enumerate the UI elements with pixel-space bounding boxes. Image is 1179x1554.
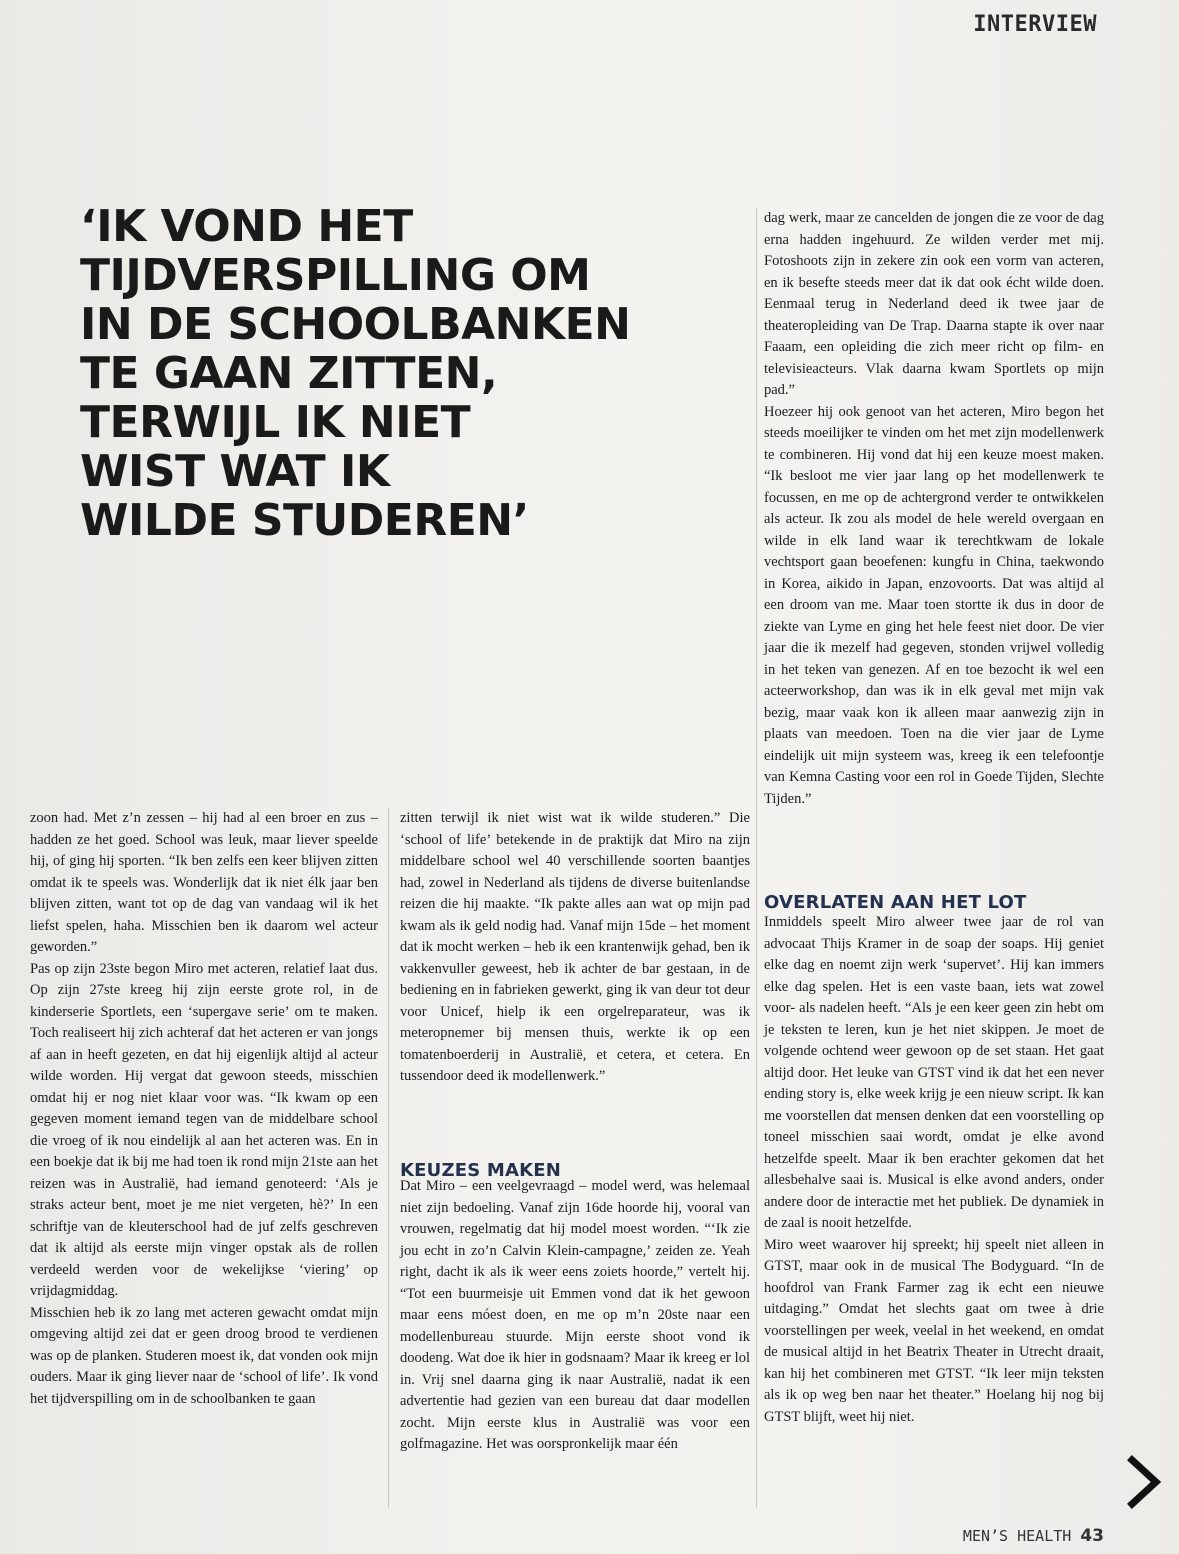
subheading: KEUZES MAKEN	[400, 1160, 561, 1181]
article-column-1	[30, 808, 378, 1410]
pull-quote-line: IN DE SCHOOLBANKEN	[80, 299, 631, 350]
section-label: INTERVIEW	[973, 12, 1097, 37]
pull-quote-line: WILDE STUDEREN’	[80, 495, 529, 546]
pull-quote-line: ‘IK VOND HET	[80, 201, 413, 252]
article-column-2	[400, 808, 750, 1088]
article-column-3	[764, 208, 1104, 810]
article-column-3-continued	[764, 912, 1104, 1428]
body-paragraph: zitten terwijl ik niet wist wat ik wilde studeren.” Die ‘school of life’ betekende in de praktijk dat Miro na zijn middelbare school wel 40 verschillende soorten baantjes had, zowel in Nederland als tijdens de diverse buitenlandse reizen die hij maakte. “Ik pakte alles aan wat op mijn pad kwam als ik geld nodig had. Vanaf mijn 15de – het moment dat ik mocht werken – heb ik een krantenwijk gehad, ben ik vakkenvuller geweest, heb ik achter de bar gestaan, in de bediening en in fabrieken gewerkt, ging ik van deur tot deur voor Unicef, hielp ik een orgelreparateur, was ik meteropnemer bij mensen thuis, werkte ik op een tomatenboerderij in Australië, et cetera, et cetera. En tussendoor deed ik modellenwerk.”	[400, 810, 750, 1084]
body-paragraph: Miro weet waarover hij spreekt; hij speelt niet alleen in GTST, maar ook in de musical The Bodyguard. “In de hoofdrol van Frank Farmer zag ik echt een nieuwe uitdaging.” Omdat het slechts gaat om twee à drie voorstellingen per week, veelal in het weekend, en omdat de musical altijd in het Beatrix Theater in Utrecht draait, kan hij het combineren met GTST. “Ik leer mijn teksten als ik op weg ben naar het theater.” Hoelang hij nog bij GTST blijft, weet hij niet.	[764, 1236, 1104, 1425]
magazine-name: MEN’S HEALTH	[962, 1527, 1072, 1545]
body-paragraph: Hoezeer hij ook genoot van het acteren, Miro begon het steeds moeilijker te vinden om het met zijn modellenwerk te combineren. Hij vond dat hij een keuze moest maken. “Ik besloot me vier jaar lang op het modellenwerk te focussen, en me op de achtergrond verder te ontwikkelen als acteur. Ik zou als model de hele wereld overgaan en wilde in elk land waar ik terechtkwam de lokale vechtsport gaan beoefenen: kungfu in China, taekwondo in Korea, aikido in Japan, enzovoorts. Dat was altijd al een droom van me. Maar toen stortte ik dus in door de ziekte van Lyme en ging het hele feest niet door. De vier jaar die ik mezelf had gegeven, stonden vrijwel volledig in het teken van genezen. Af en toe bezocht ik wel een acteerworkshop, dan was ik in elk geval met mijn vak bezig, maar vaak kon ik alleen maar aanwezig zijn in plaats van meedoen. Toen na die vier jaar de Lyme eindelijk uit mijn systeem was, kreeg ik een telefoontje van Kemna Casting voor een rol in Goede Tijden, Slechte Tijden.”	[764, 403, 1104, 807]
subheading: OVERLATEN AAN HET LOT	[764, 892, 1027, 913]
pull-quote-line: TIJDVERSPILLING OM	[80, 250, 591, 301]
column-divider	[756, 208, 757, 1508]
pull-quote-line: WIST WAT IK	[80, 446, 390, 497]
pull-quote-line: TE GAAN ZITTEN,	[80, 348, 498, 399]
body-paragraph: dag werk, maar ze cancelden de jongen die ze voor de dag erna hadden ingehuurd. Ze wilden verder met mij. Fotoshoots zijn in zekere zin ook een vorm van acteren, en ik besefte steeds meer dat ik dat ook écht wilde doen. Eenmaal terug in Nederland deed ik twee jaar de theateropleiding van De Trap. Daarna stapte ik over naar Faaam, een opleiding die zich meer richt op film- en televisieacteurs. Vlak daarna kwam Sportlets op mijn pad.”	[764, 210, 1104, 398]
body-paragraph: Misschien heb ik zo lang met acteren gewacht omdat mijn omgeving altijd zei dat er geen droog brood te verdienen was op de planken. Studeren moest ik, dat vonden ook mijn ouders. Maar ik ging liever naar de ‘school of life’. Ik vond het tijdverspilling om in de schoolbanken te gaan	[30, 1304, 378, 1407]
page-footer	[963, 1526, 1104, 1546]
page-number: 43	[1080, 1526, 1104, 1546]
body-paragraph: Dat Miro – een veelgevraagd – model werd, was helemaal niet zijn bedoeling. Vanaf zijn 16de hoorde hij, vooral van vrouwen, regelmatig dat hij model moest worden. “‘Ik zie jou echt in zo’n Calvin Klein-campagne,’ zeiden ze. Yeah right, dacht ik als ik weer eens zoiets hoorde,” vertelt hij. “Tot een buurmeisje uit Emmen vond dat ik het gewoon maar eens móest doen, en me op m’n 20ste naar een modellenbureau stuurde. Mijn eerste shoot vond ik doodeng. Wat doe ik hier in godsnaam? Maar ik kreeg er lol in. Vrij snel daarna ging ik naar Australië, nadat ik een advertentie had gezien van een bureau dat daar modellen zocht. Mijn eerste klus in Australië was voor een golfmagazine. Het was oorspronkelijk maar één	[400, 1178, 750, 1452]
chevron-right-icon	[1124, 1452, 1164, 1512]
column-divider	[388, 808, 389, 1508]
body-paragraph: zoon had. Met z’n zessen – hij had al een broer en zus – hadden ze het goed. School was leuk, maar liever speelde hij, of ging hij sporten. “Ik ben zelfs een keer blijven zitten omdat ik te speels was. Wonderlijk dat ik niet élk jaar ben blijven zitten, want tot op de dag van vandaag wil ik het liefst spelen, haha. Misschien ben ik daarom wel acteur geworden.”	[30, 810, 378, 955]
article-column-2-continued	[400, 1176, 750, 1456]
pull-quote	[80, 202, 720, 545]
pull-quote-line: TERWIJL IK NIET	[80, 397, 471, 448]
body-paragraph: Inmiddels speelt Miro alweer twee jaar de rol van advocaat Thijs Kramer in de soap der soaps. Hij geniet elke dag en noemt zijn werk ‘supervet’. Hij kan immers elke dag spelen. Het is een vaste baan, iets wat zowel voor- als nadelen heeft. “Als je een keer geen zin hebt om je teksten te leren, kun je het niet skippen. Je moet de volgende ochtend weer gewoon op de set staan. Het gaat altijd door. Het leuke van GTST vind ik dat het een never ending story is, elke week krijg je een nieuw script. Ik kan me voorstellen dat mensen denken dat een voorstelling op toneel misschien saai wordt, omdat je elke avond hetzelfde speelt. Maar ik ben erachter gekomen dat het allesbehalve saai is. Musical is elke avond anders, onder andere door de interactie met het publiek. De dynamiek in de zaal is nooit hetzelfde.	[764, 914, 1104, 1231]
body-paragraph: Pas op zijn 23ste begon Miro met acteren, relatief laat dus. Op zijn 27ste kreeg hij zijn eerste grote rol, in de kinderserie Sportlets, een ‘supergave serie’ om te maken. Toch realiseert hij zich achteraf dat het acteren er van jongs af aan in heeft gezeten, en dat hij eigenlijk altijd al acteur wilde worden. Hij vergat dat gewoon steeds, misschien omdat hij er nog niet klaar voor was. “Ik kwam op een gegeven moment iemand tegen van de middelbare school die vroeg of ik nou eindelijk al aan het acteren was. En in een boekje dat ik bij me had toen ik rond mijn 21ste aan het reizen was in Australië, had iemand genoteerd: ‘Als je straks acteur bent, moet je me niet vergeten, hè?’ In een schriftje van de kleuterschool had de juf zelfs geschreven dat ik altijd als eerste mijn vinger opstak als de rollen verdeeld werden voor de wekelijkse ‘viering’ op vrijdagmiddag.	[30, 960, 378, 1299]
